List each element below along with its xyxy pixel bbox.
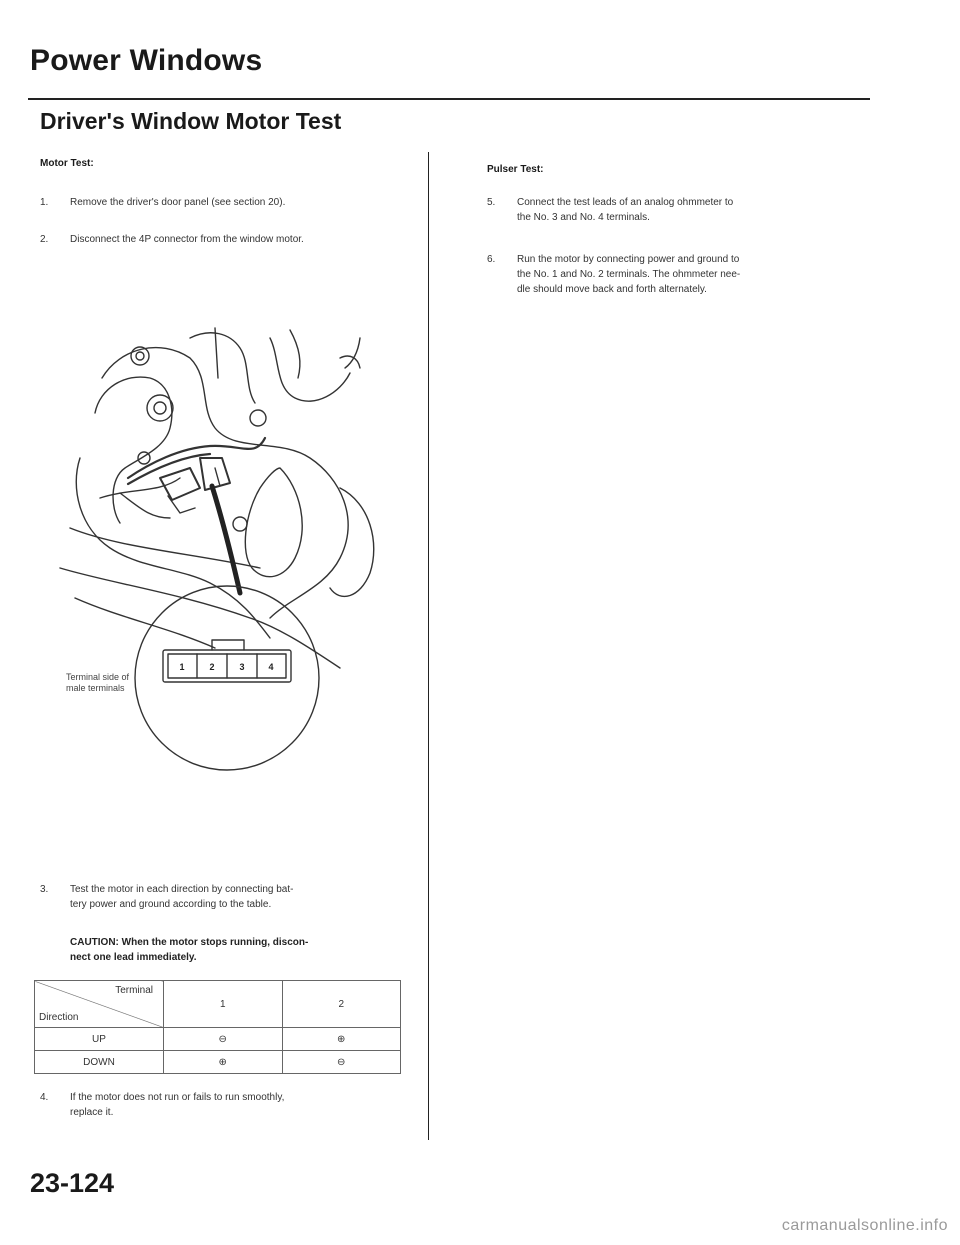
step-1-text: Remove the driver's door panel (see section 20). (70, 197, 286, 208)
page-number: 23-124 (30, 1168, 115, 1198)
step-2 (40, 232, 410, 247)
title-rule (28, 98, 870, 100)
direction-table (34, 980, 401, 1074)
table-row (35, 1051, 401, 1074)
row-down-terminal-2: ⊖ (282, 1051, 401, 1074)
row-up-direction: UP (35, 1028, 164, 1051)
door-connector-diagram (40, 318, 400, 778)
step-3-text (70, 882, 293, 912)
caution-line1: CAUTION: When the motor stops running, discon- (70, 937, 309, 948)
watermark-text: carmanualsonline.info (781, 1217, 948, 1234)
step-4-number: 4. (40, 1092, 49, 1103)
step-1-number: 1. (40, 197, 49, 208)
connector-pin-3: 3 (239, 662, 245, 672)
step-5-line2: the No. 3 and No. 4 terminals. (517, 212, 650, 223)
pulser-test-heading: Pulser Test: (487, 164, 544, 175)
step-6-line2: the No. 1 and No. 2 terminals. The ohmmeter nee- (517, 269, 741, 280)
step-6-line1: Run the motor by connecting power and ground to (517, 254, 740, 265)
row-up-terminal-2: ⊕ (282, 1028, 401, 1051)
row-down-direction: DOWN (35, 1051, 164, 1074)
header-terminal: Terminal (115, 985, 153, 996)
step-6-number: 6. (487, 254, 496, 265)
step-3 (40, 882, 420, 912)
row-up-terminal-1: ⊖ (164, 1028, 283, 1051)
page-title: Power Windows (30, 44, 263, 77)
table-row (35, 1028, 401, 1051)
column-divider (428, 152, 429, 1140)
header-terminal-1: 1 (164, 981, 283, 1028)
row-down-terminal-1: ⊕ (164, 1051, 283, 1074)
motor-test-heading: Motor Test: (40, 158, 94, 169)
step-5-number: 5. (487, 197, 496, 208)
step-1 (40, 195, 410, 210)
connector-pin-1: 1 (179, 662, 185, 672)
step-5 (487, 195, 847, 225)
header-direction: Direction (39, 1012, 79, 1023)
terminal-caption-line1: Terminal side of (66, 672, 130, 682)
step-6-text (517, 252, 740, 297)
step-4-line1: If the motor does not run or fails to run smoothly, (70, 1092, 285, 1103)
step-4-line2: replace it. (70, 1107, 114, 1118)
section-title: Driver's Window Motor Test (40, 108, 342, 134)
step-4-text (70, 1090, 284, 1120)
step-3-line2: tery power and ground according to the table. (70, 899, 272, 910)
step-2-text: Disconnect the 4P connector from the window motor. (70, 234, 304, 245)
step-3-number: 3. (40, 884, 49, 895)
step-5-line1: Connect the test leads of an analog ohmmeter to (517, 197, 734, 208)
step-6 (487, 252, 847, 297)
header-terminal-2: 2 (282, 981, 401, 1028)
connector-pin-2: 2 (209, 662, 215, 672)
table-header-row (35, 981, 401, 1028)
step-5-text (517, 195, 733, 225)
terminal-caption (66, 672, 129, 694)
terminal-caption-line2: male terminals (66, 683, 125, 693)
caution-note (70, 935, 415, 965)
table-corner-cell (35, 981, 164, 1028)
step-4 (40, 1090, 420, 1120)
connector-pin-4: 4 (268, 662, 274, 672)
caution-line2: nect one lead immediately. (70, 952, 197, 963)
step-3-line1: Test the motor in each direction by connecting bat- (70, 884, 294, 895)
step-2-number: 2. (40, 234, 49, 245)
step-6-line3: dle should move back and forth alternately. (517, 284, 707, 295)
